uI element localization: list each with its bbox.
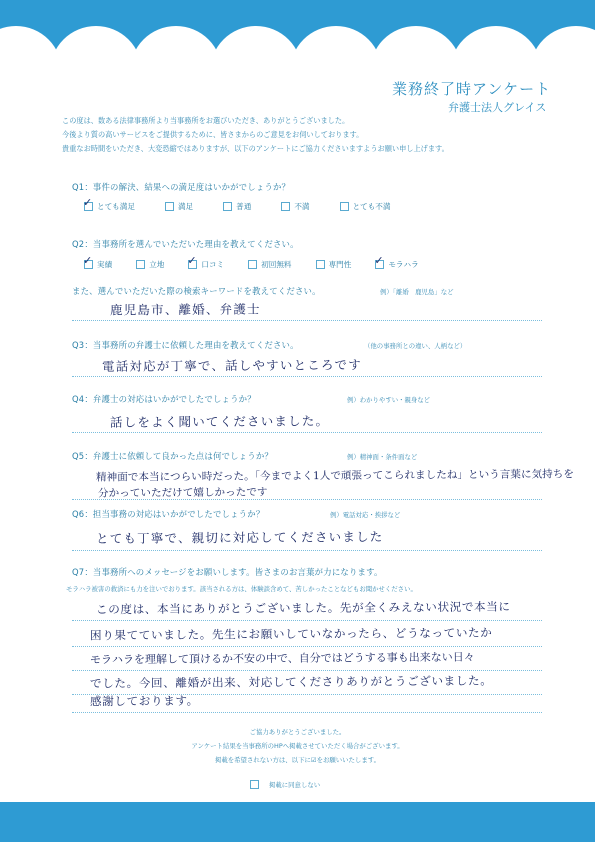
footer-notice: アンケート結果を当事務所のHPへ掲載させていただく場合がございます。 [191, 742, 404, 750]
intro-line: 貴重なお時間をいただき、大変恐縮ではありますが、以下のアンケートにご協力くださいますようお願い申し上げます。 [62, 144, 449, 153]
cloud-shape [450, 26, 542, 62]
checkbox[interactable] [84, 260, 93, 269]
keyword-answer: 鹿児島市、離婚、弁護士 [109, 301, 261, 318]
q2-options [84, 259, 419, 270]
answer-line [72, 712, 542, 713]
q1-option[interactable]: 満足 [165, 201, 193, 212]
q7-answer-line: モラハラを理解して頂けるか不安の中で、自分ではどうする事も出来ない日々 [89, 650, 475, 667]
q2-option[interactable]: 立地 [136, 259, 164, 270]
intro-line: 今後より質の高いサービスをご提供するために、皆さまからのご意見をお伺いしております。 [62, 130, 364, 139]
q2-option[interactable]: ✓ 実績 [84, 259, 112, 270]
checkbox[interactable] [223, 202, 232, 211]
cloud-shape [370, 26, 462, 62]
optout-checkbox[interactable] [250, 780, 259, 789]
q2-question: Q2：当事務所を選んでいただいた理由を教えてください。 [72, 239, 299, 249]
cloud-shape [130, 26, 222, 62]
checkbox[interactable] [375, 260, 384, 269]
answer-line [72, 620, 542, 621]
q2-option[interactable]: ✓ 口コミ [188, 259, 224, 270]
answer-line [72, 432, 542, 433]
answer-line [72, 376, 542, 377]
checkbox[interactable] [165, 202, 174, 211]
page-title: 業務終了時アンケート [392, 80, 552, 98]
answer-line [72, 320, 542, 321]
optout-label: 掲載に同意しない [269, 781, 321, 789]
optout-option[interactable] [250, 780, 320, 789]
answer-line [72, 499, 542, 500]
checkbox[interactable] [340, 202, 349, 211]
q1-question: Q1：事件の解決、結果への満足度はいかがでしょうか？ [72, 182, 291, 192]
q6-question: Q6：担当事務の対応はいかがでしたでしょうか？ [72, 509, 265, 519]
q3-example: （他の事務所との違い、人柄など） [364, 342, 467, 350]
checkbox[interactable] [281, 202, 290, 211]
checkbox[interactable] [84, 202, 93, 211]
footer-instruction: 掲載を希望されない方は、以下に☑をお願いいたします。 [215, 756, 380, 764]
cloud-shape [290, 26, 382, 62]
q7-answer-line: 感謝しております。 [89, 693, 199, 709]
q7-answer-line: でした。今回、離婚が出来、対応してくださりありがとうございました。 [89, 673, 493, 691]
top-cloud-band [0, 0, 595, 62]
q5-question: Q5：弁護士に依頼して良かった点は何でしょうか？ [72, 451, 273, 461]
q1-option[interactable]: とても不満 [340, 201, 391, 212]
checkbox[interactable] [248, 260, 257, 269]
cloud-shape [210, 26, 302, 62]
q3-question: Q3：当事務所の弁護士に依頼した理由を教えてください。 [72, 340, 299, 350]
q4-example: 例）わかりやすい・親身など [347, 396, 431, 404]
q2-option[interactable]: 初回無料 [248, 259, 291, 270]
answer-line [72, 550, 542, 551]
q2-option[interactable]: ✓ モラハラ [375, 259, 418, 270]
q5-answer-line: 精神面で本当につらい時だった。「今までよく1人で頑張ってこられましたね」という言葉に気持ちを [95, 468, 574, 484]
q5-answer-line: 分かっていただけて嬉しかったです [97, 486, 268, 500]
checkbox[interactable] [316, 260, 325, 269]
answer-line [72, 670, 542, 671]
q7-question: Q7：当事務所へのメッセージをお願いします。皆さまのお言葉が力になります。 [72, 567, 383, 577]
q3-answer: 電話対応が丁寧で、話しやすいところです [101, 357, 362, 374]
q1-options [84, 201, 391, 212]
answer-line [72, 646, 542, 647]
firm-name: 弁護士法人グレイス [448, 101, 547, 114]
q7-answer-line: この度は、本当にありがとうございました。先が全くみえない状況で本当に [95, 599, 511, 617]
q6-answer: とても丁寧で、親切に対応してくださいました [95, 528, 384, 547]
keyword-prompt: また、選んでいただいた際の検索キーワードを教えてください。 [72, 286, 321, 296]
checkbox[interactable] [136, 260, 145, 269]
q1-option[interactable]: 普通 [223, 201, 251, 212]
cloud-shape [50, 26, 142, 62]
q1-option[interactable]: ✓ とても満足 [84, 201, 135, 212]
q6-example: 例）電話対応・挨拶など [330, 511, 401, 519]
q4-question: Q4：弁護士の対応はいかがでしたでしょうか？ [72, 394, 256, 404]
q5-example: 例）精神面・条件面など [347, 453, 418, 461]
q2-option[interactable]: 専門性 [316, 259, 352, 270]
q1-option[interactable]: 不満 [281, 201, 309, 212]
bottom-band [0, 802, 595, 842]
intro-line: この度は、数ある法律事務所より当事務所をお選びいただき、ありがとうございました。 [62, 116, 350, 125]
checkbox[interactable] [188, 260, 197, 269]
cloud-shape [530, 26, 595, 62]
q7-note: モラハラ被害の救済にも力を注いでおります。該当される方は、体験談含めて、苦しかったことなどもお聞かせください。 [66, 585, 417, 593]
footer-thanks: ご協力ありがとうございました。 [249, 728, 346, 736]
keyword-example: 例）「離婚 鹿児島」など [380, 288, 454, 296]
q7-answer-line: 困り果てていました。先生にお願いしていなかったら、どうなっていたか [89, 625, 493, 643]
q4-answer: 話しをよく聞いてくださいました。 [109, 413, 330, 430]
